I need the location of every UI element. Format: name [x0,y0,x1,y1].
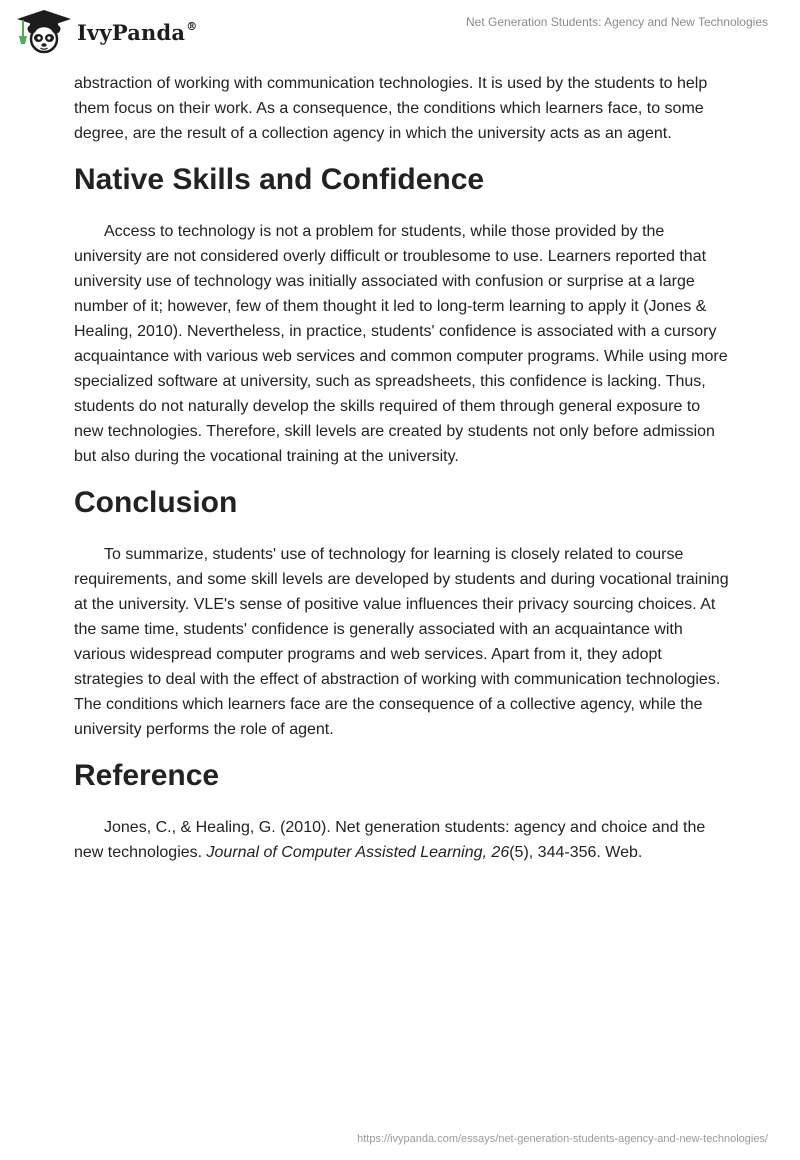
reference-entry [74,815,729,865]
reference-journal: Journal of Computer Assisted Learning, 26 [206,844,510,861]
intro-paragraph: abstraction of working with communication technologies. It is used by the students to help them focus on their work. As a consequence, the conditions which learners face, to some degree, are the result of a collection agency in which the university acts as an agent. [74,75,708,142]
registered-mark: ® [186,19,198,33]
section-heading-conclusion: Conclusion [74,486,238,519]
conclusion-paragraph: To summarize, students' use of technology for learning is closely related to course requirements, and some skill levels are developed by students and during vocational training at the university. VLE's sense of positive value influences their privacy sourcing choices. At the same time, students' confidence is generally associated with an acquaintance with various widespread computer programs and web services. Apart from it, they adopt strategies to deal with the effect of abstraction of working with communication technologies. The conditions which learners face are the consequence of a collective agency, while the university performs the role of agent. [74,546,729,738]
running-title: Net Generation Students: Agency and New Technologies [466,15,768,29]
footer-url[interactable]: https://ivypanda.com/essays/net-generation-students-agency-and-new-technologies/ [357,1133,768,1145]
reference-issue-pages: (5), 344-356. Web. [509,844,643,861]
brand-name: IvyPanda® [77,19,198,45]
page-header [0,0,800,60]
native-skills-paragraph: Access to technology is not a problem for students, while those provided by the university are not considered overly difficult or troublesome to use. Learners reported that university use of technology was initially associated with confusion or surprise at a large number of it; however, few of them thought it led to long-term learning to apply it (Jones & Healing, 2010). Nevertheless, in practice, students' confidence is associated with a cursory acquaintance with various web services and common computer programs. While using more specialized software at university, such as spreadsheets, this confidence is lacking. Thus, students do not naturally develop the skills required of them through general exposure to new technologies. Therefore, skill levels are created by students not only before admission but also during the vocational training at the university. [74,223,728,465]
panda-graduate-icon [15,8,73,54]
section-heading-reference: Reference [74,759,220,792]
section-heading-native-skills: Native Skills and Confidence [74,163,485,196]
essay-content [74,71,729,865]
reference-authors: Jones, C., & Healing, G. (2010). Net generation students: agency and choice and the new technologies. [74,819,706,861]
brand-logo[interactable] [15,8,197,54]
